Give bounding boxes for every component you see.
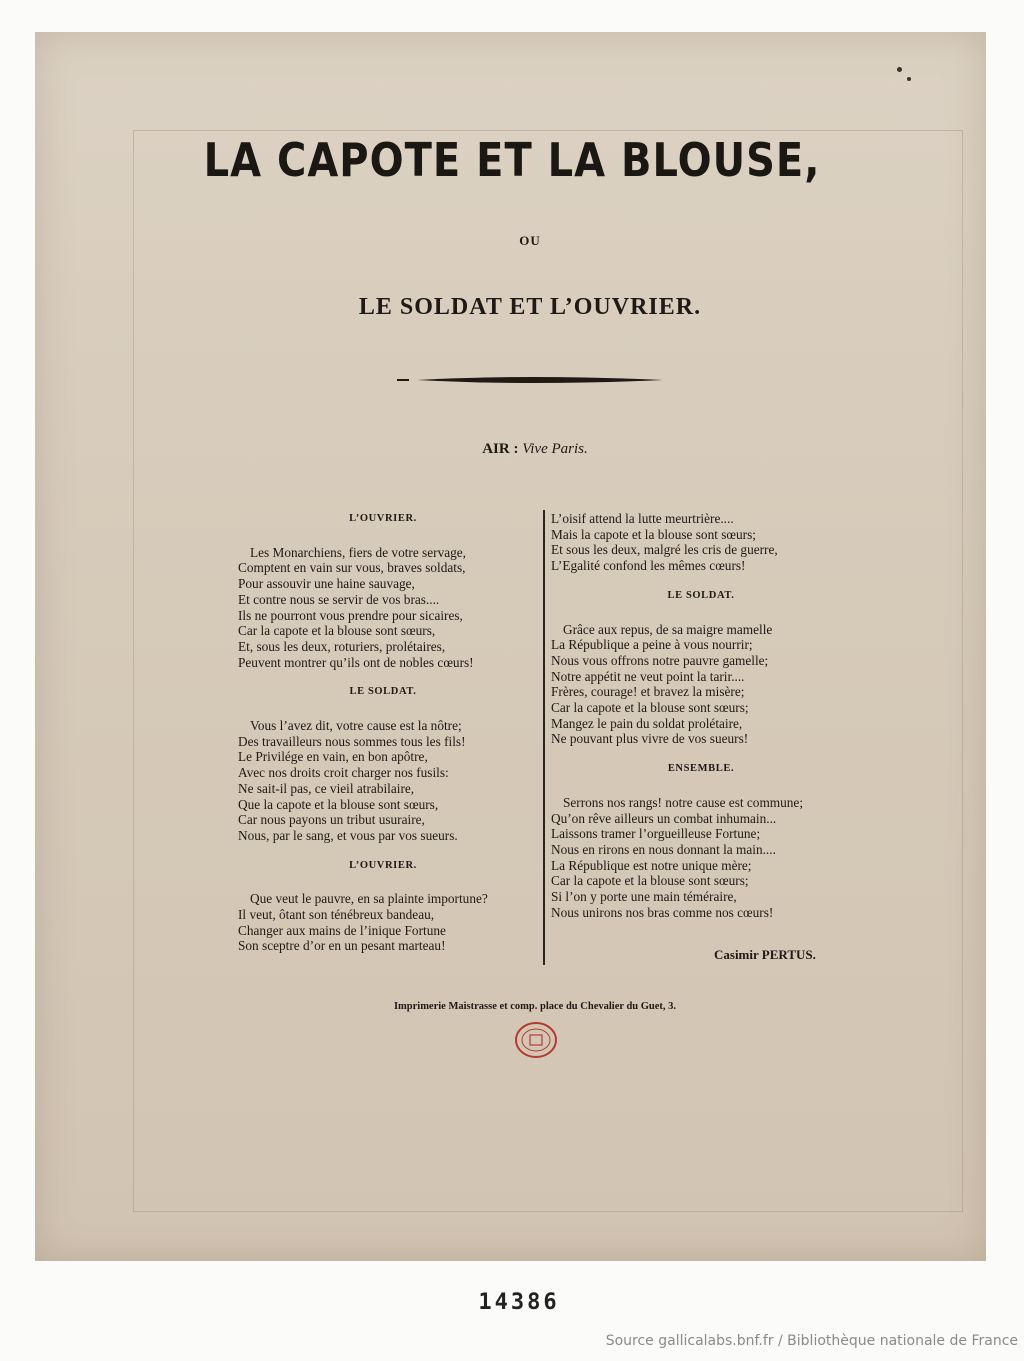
- verse-line: Nous en rirons en nous donnant la main....: [551, 841, 776, 857]
- stanza: [551, 511, 851, 574]
- verse-line: Des travailleurs nous sommes tous les fils!: [238, 733, 466, 749]
- verse-line: Il veut, ôtant son ténébreux bandeau,: [238, 907, 435, 923]
- verse-line: Serrons nos rangs! notre cause est commune;: [563, 794, 804, 810]
- ornamental-rule: [395, 372, 665, 388]
- library-stamp-icon: [514, 1021, 558, 1059]
- verse-line: Peuvent montrer qu’ils ont de nobles cœurs!: [238, 654, 474, 670]
- verse-line: Son sceptre d’or en un pesant marteau!: [238, 938, 446, 954]
- verse-line: Frères, courage! et bravez la misère;: [551, 684, 745, 700]
- verse-line: Et sous les deux, malgré les cris de guerre,: [551, 542, 778, 558]
- verse-line: Laissons tramer l’orgueilleuse Fortune;: [551, 826, 761, 842]
- stanza: [551, 795, 851, 921]
- verse-line: Car nous payons un tribut usuraire,: [238, 812, 425, 828]
- verse-line: La République est notre unique mère;: [551, 857, 752, 873]
- stanza: [238, 718, 528, 844]
- verse-line: La République a peine à vous nourrir;: [551, 637, 753, 653]
- speaker-heading: L’OUVRIER.: [349, 513, 417, 524]
- tune-indication: [0, 441, 1024, 458]
- verse-line: Car la capote et la blouse sont sœurs;: [551, 700, 749, 716]
- speaker-heading: LE SOLDAT.: [349, 686, 417, 698]
- verse-line: Nous vous offrons notre pauvre gamelle;: [551, 652, 769, 668]
- verse-line: Ne sait-il pas, ce vieil atrabilaire,: [238, 780, 415, 796]
- verse-line: Vous l’avez dit, votre cause est la nôtre;: [250, 718, 462, 734]
- paper-speck: [907, 77, 911, 81]
- speaker-heading: L’OUVRIER.: [349, 859, 417, 871]
- verse-line: Changer aux mains de l’inique Fortune: [238, 922, 446, 938]
- stanza: [551, 622, 851, 748]
- page-title: LA CAPOTE ET LA BLOUSE,: [203, 134, 821, 188]
- verse-line: Comptent en vain sur vous, braves soldats,: [238, 560, 466, 576]
- verse-line: Que veut le pauvre, en sa plainte importune?: [250, 891, 488, 907]
- column-divider: [543, 510, 545, 965]
- verse-line: Que la capote et la blouse sont sœurs,: [238, 796, 439, 812]
- verse-line: Avec nos droits croit charger nos fusils:: [238, 765, 449, 781]
- paper-speck: [897, 67, 902, 72]
- verse-line: Car la capote et la blouse sont sœurs,: [238, 623, 436, 639]
- verse-line: Et, sous les deux, roturiers, prolétaires,: [238, 638, 446, 654]
- verse-line: Nous, par le sang, et vous par vos sueurs.: [238, 827, 458, 843]
- verse-line: Mais la capote et la blouse sont sœurs;: [551, 526, 756, 542]
- verse-line: L’oisif attend la lutte meurtrière....: [551, 511, 734, 526]
- verse-line: Qu’on rêve ailleurs un combat inhumain...: [551, 810, 777, 826]
- verse-line: Nous unirons nos bras comme nos cœurs!: [551, 904, 774, 920]
- verse-line: L’Egalité confond les mêmes cœurs!: [551, 558, 746, 574]
- source-credit: Source gallicalabs.bnf.fr / Bibliothèque nationale de France: [605, 1333, 1018, 1349]
- speaker-heading: ENSEMBLE.: [667, 763, 735, 775]
- verse-line: Notre appétit ne veut point la tarir....: [551, 668, 745, 684]
- verse-line: Les Monarchiens, fiers de votre servage,: [250, 544, 466, 560]
- title-conjunction: OU: [519, 233, 541, 248]
- printer-imprint: Imprimerie Maistrasse et comp. place du Chevalier du Guet, 3.: [393, 1001, 677, 1012]
- right-column: [551, 511, 851, 920]
- verse-line: Ils ne pourront vous prendre pour sicaires,: [238, 607, 463, 623]
- air-tune: Vive Paris.: [522, 441, 588, 457]
- verse-line: Ne pouvant plus vivre de vos sueurs!: [551, 731, 749, 747]
- stanza: [238, 545, 528, 671]
- stanza: [238, 891, 528, 954]
- air-label: AIR :: [482, 441, 519, 457]
- verse-line: Mangez le pain du soldat prolétaire,: [551, 715, 743, 731]
- verse-line: Et contre nous se servir de vos bras....: [238, 591, 440, 607]
- speaker-heading: LE SOLDAT.: [667, 589, 735, 601]
- verse-line: Si l’on y porte une main téméraire,: [551, 889, 737, 905]
- verse-line: Le Privilége en vain, en bon apôtre,: [238, 749, 428, 765]
- verse-line: Grâce aux repus, de sa maigre mamelle: [563, 621, 773, 637]
- shelfmark-number: 14386: [478, 1290, 560, 1315]
- author-signature: Casimir PERTUS.: [714, 947, 816, 962]
- page-subtitle: LE SOLDAT ET L’OUVRIER.: [358, 294, 702, 320]
- verse-line: Car la capote et la blouse sont sœurs;: [551, 873, 749, 889]
- left-column: [238, 511, 528, 954]
- verse-line: Pour assouvir une haine sauvage,: [238, 576, 415, 592]
